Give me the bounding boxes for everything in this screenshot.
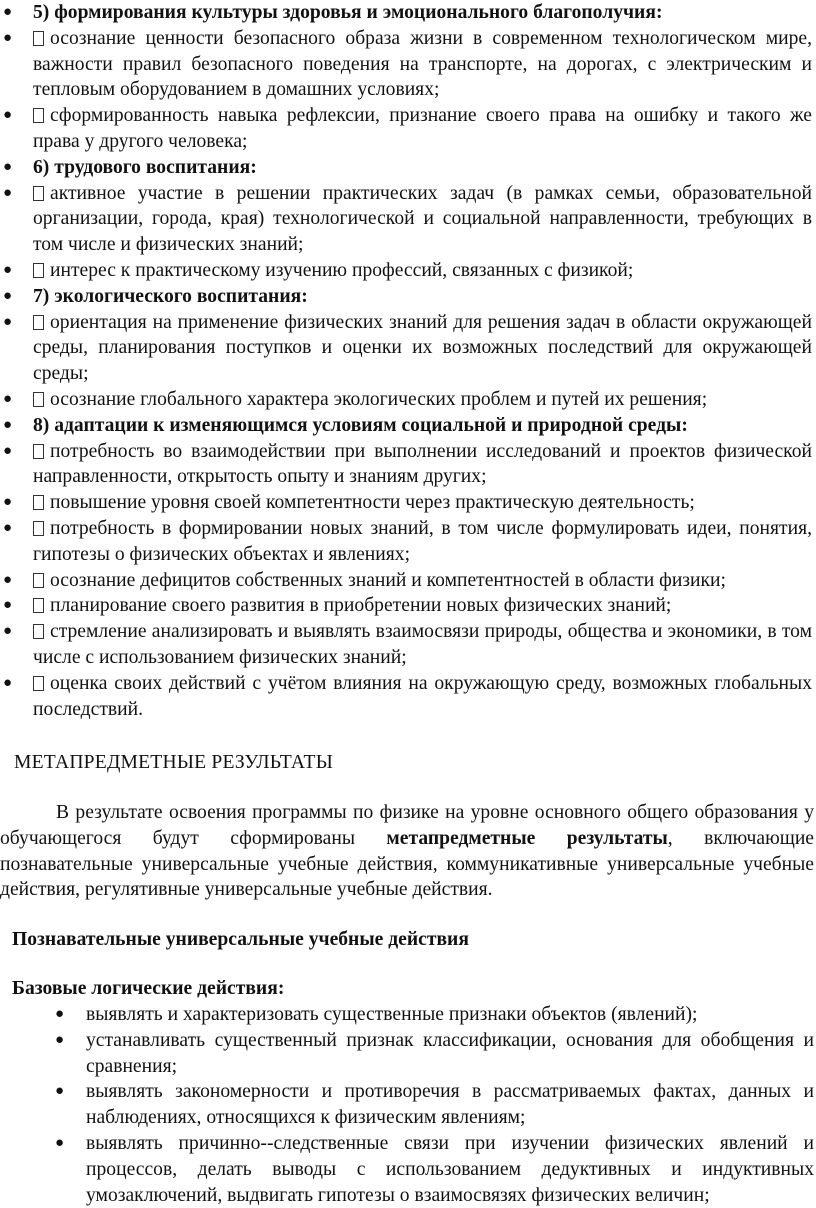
list-item [0, 1131, 814, 1208]
bullet-icon: ● [3, 442, 13, 459]
missing-glyph-box-icon [33, 315, 44, 330]
list-item-text: устанавливать существенный признак классификации, основания для обобщения и сравнения; [86, 1029, 814, 1077]
list-item [0, 439, 816, 491]
list-item-text: сформированность навыка рефлексии, признание своего права на ошибку и такого же права у другого человека; [33, 105, 812, 152]
basic-logical-actions-heading: Базовые логические действия: [12, 978, 285, 999]
list-item-text: потребность во взаимодействии при выполнении исследований и проектов физической направленности, открытость опыту и знаниям других; [33, 440, 812, 488]
bullet-icon: ● [3, 287, 13, 304]
section-heading-item [0, 284, 816, 310]
missing-glyph-box-icon [33, 186, 44, 201]
list-item [0, 516, 816, 568]
list-item [0, 387, 816, 413]
list-item-text: оценка своих действий с учётом влияния на окружающую среду, возможных глобальных последствий. [33, 672, 812, 720]
list-item-text: осознание дефицитов собственных знаний и компетентностей в области физики; [50, 569, 726, 591]
intro-paragraph [0, 800, 814, 903]
list-item [0, 26, 816, 103]
list-item-text: повышение уровня своей компетентности через практическую деятельность; [50, 492, 695, 514]
logical-actions-list [0, 1002, 814, 1208]
missing-glyph-box-icon [33, 263, 44, 278]
list-item-text: стремление анализировать и выявлять взаимосвязи природы, общества и экономики, в том числе с использованием физических знаний; [33, 621, 812, 668]
section-heading-item [0, 0, 816, 26]
section-heading-text: 7) экологического воспитания: [33, 285, 308, 307]
list-item [0, 490, 816, 516]
metasubject-results-heading: МЕТАПРЕДМЕТНЫЕ РЕЗУЛЬТАТЫ [14, 752, 334, 773]
intro-text-after: , включающие познавательные универсальные учебные действия, коммуникативные универсальные учебные действия, регулятивные универсальные учебные действия. [0, 827, 814, 901]
bullet-icon: ● [55, 1006, 65, 1022]
intro-text-before: В результате освоения программы по физике на уровне основного общего образования у обучающегося будут сформированы [0, 802, 814, 849]
bullet-icon: ● [3, 571, 13, 588]
list-item-text: выявлять закономерности и противоречия в рассматриваемых фактах, данных и наблюдениях, относящихся к физическим явлениям; [86, 1081, 814, 1129]
bullet-icon: ● [55, 1031, 65, 1048]
list-item [0, 181, 816, 258]
missing-glyph-box-icon [33, 676, 44, 691]
list-item-text: выявлять причинно--следственные связи при изучении физических явлений и процессов, делать выводы с использованием дедуктивных и индуктивных умозаключений, выдвигать гипотезы о взаимосвязях физических величин; [86, 1132, 814, 1206]
bullet-icon: ● [3, 4, 13, 20]
missing-glyph-box-icon [33, 495, 44, 510]
missing-glyph-box-icon [33, 444, 44, 459]
bullet-icon: ● [3, 597, 13, 614]
bullet-icon: ● [55, 1083, 65, 1100]
list-item [0, 103, 816, 155]
list-item [0, 310, 816, 387]
list-item-text: осознание глобального характера экологических проблем и путей их решения; [50, 388, 708, 410]
missing-glyph-box-icon [33, 108, 44, 123]
missing-glyph-box-icon [33, 624, 44, 639]
cognitive-actions-heading: Познавательные универсальные учебные действия [12, 929, 469, 950]
missing-glyph-box-icon [33, 573, 44, 588]
bullet-icon: ● [55, 1134, 65, 1151]
list-item-text: планирование своего развития в приобретении новых физических знаний; [50, 595, 672, 617]
section-heading-text: 6) трудового воспитания: [33, 156, 257, 178]
bullet-icon: ● [3, 261, 13, 278]
list-item [0, 258, 816, 284]
bullet-icon: ● [3, 158, 13, 175]
bullet-icon: ● [3, 390, 13, 407]
list-item [0, 1028, 814, 1080]
section-heading-item [0, 413, 816, 439]
list-item [0, 671, 816, 723]
bullet-icon: ● [3, 29, 13, 46]
bullet-icon: ● [3, 494, 13, 511]
list-item-text: осознание ценности безопасного образа жизни в современном технологическом мире, важности правил безопасного поведения на транспорте, на дорогах, с электрическим и тепловым оборудованием в домашних условиях; [33, 27, 812, 101]
missing-glyph-box-icon [33, 598, 44, 613]
bullet-icon: ● [3, 184, 13, 201]
bullet-icon: ● [3, 416, 13, 433]
list-item [0, 568, 816, 594]
missing-glyph-box-icon [33, 31, 44, 46]
section-heading-text: 5) формирования культуры здоровья и эмоционального благополучия: [33, 2, 663, 23]
list-item-text: потребность в формировании новых знаний, в том числе формулировать идеи, понятия, гипотезы о физических объектах и явлениях; [33, 517, 812, 565]
list-item [0, 1079, 814, 1131]
section-heading-text: 8) адаптации к изменяющимся условиям социальной и природной среды: [33, 414, 688, 436]
bullet-icon: ● [3, 674, 13, 691]
bullet-icon: ● [3, 623, 13, 640]
list-item-text: ориентация на применение физических знаний для решения задач в области окружающей среды, планирования поступков и оценки их возможных последствий для окружающей среды; [33, 311, 812, 385]
list-item [0, 1002, 814, 1028]
bullet-icon: ● [3, 107, 13, 124]
missing-glyph-box-icon [33, 521, 44, 536]
intro-text-bold: метапредметные результаты [386, 827, 668, 849]
bullet-icon: ● [3, 313, 13, 330]
bullet-icon: ● [3, 519, 13, 536]
list-item-text: интерес к практическому изучению профессий, связанных с физикой; [50, 259, 634, 281]
list-item [0, 619, 816, 671]
section-heading-item [0, 155, 816, 181]
list-item [0, 593, 816, 619]
list-item-text: активное участие в решении практических задач (в рамках семьи, образовательной организации, города, края) технологической и социальной направленности, требующих в том числе и физических знаний; [33, 182, 812, 256]
list-item-text: выявлять и характеризовать существенные признаки объектов (явлений); [86, 1004, 698, 1025]
missing-glyph-box-icon [33, 392, 44, 407]
